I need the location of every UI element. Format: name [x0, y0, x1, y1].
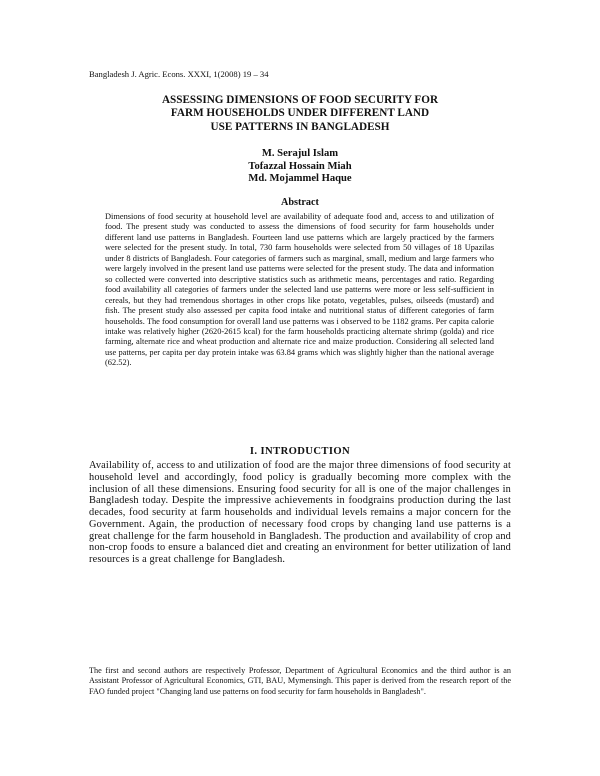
author-1: M. Serajul Islam: [261, 148, 339, 159]
introduction-text: Availability of, access to and utilization of food are the major three dimensions of food security at household level and accordingly, food policy is gradually becoming more complex with the inclusion of all these dimensions. Ensuring food security for all is one of the major challenges in Bangladesh today. Despite the impressive achievements in foodgrains production during the last decades, food security at farm households and individual levels remains a major concern for the Government. Again, the production of necessary food crops by changing land use patterns is a great challenge for the farm household in Bangladesh. The production and availability of crop and non-crop foods to ensure a balanced diet and creating an environment for better utilization of land resources is a great challenge for Bangladesh.: [89, 460, 511, 565]
abstract-heading: Abstract: [281, 197, 319, 208]
journal-citation: Bangladesh J. Agric. Econs. XXXI, 1(2008) 19 – 34: [89, 69, 269, 79]
author-3: Md. Mojammel Haque: [248, 173, 352, 185]
title-line-3: USE PATTERNS IN BANGLADESH: [210, 120, 390, 133]
paper-title: [100, 94, 500, 134]
abstract-text: Dimensions of food security at household level are availability of adequate food and, access to and utilization of food. The present study was conducted to assess the dimensions of food security for farm households under different land use patterns in Bangladesh. Fourteen land use patterns which are largely practiced by the farmers were selected for the present study. In total, 730 farm households were selected from 50 villages of 18 Upazilas under 8 districts of Bangladesh. Four categories of farmers such as marginal, small, medium and large farmers who were largely involved in the present land use patterns were selected for the present study. The data and information so collected were converted into descriptive statistics such as arithmetic means, percentages and ratio. Regarding food availability all categories of farmers under the selected land use patterns were more or less self-sufficient in cereals, but they had tremendous shortages in other crops like potato, vegetables, pulses, oilseeds (mustard) and fish. The present study also assessed per capita food intake and nutritional status of different categories of farm households. The food consumption for overall land use patterns was i observed to be 1182 grams. Per capita calorie intake was relatively higher (2620-2615 kcal) for the farm households practicing alternate shrimp (golda) and rice farming, alternate rice and wheat production and alternate rice and maize production. Considering all selected land use patterns, per capita per day protein intake was 63.84 grams which was slightly higher than the national average (62.52).: [105, 212, 494, 368]
author-footnote: The first and second authors are respectively Professor, Department of Agricultural Economics and the third author is an Assistant Professor of Agricultural Economics, GTI, BAU, Mymensingh. This paper is derived from the research report of the FAO funded project "Changing land use patterns on food security for farm households in Bangladesh".: [89, 666, 511, 696]
title-line-2: FARM HOUSEHOLDS UNDER DIFFERENT LAND: [170, 107, 430, 120]
title-line-1: ASSESSING DIMENSIONS OF FOOD SECURITY FOR: [161, 94, 439, 106]
author-list: [100, 148, 500, 186]
author-2: Tofazzal Hossain Miah: [248, 160, 352, 172]
introduction-heading: I. INTRODUCTION: [249, 446, 351, 457]
